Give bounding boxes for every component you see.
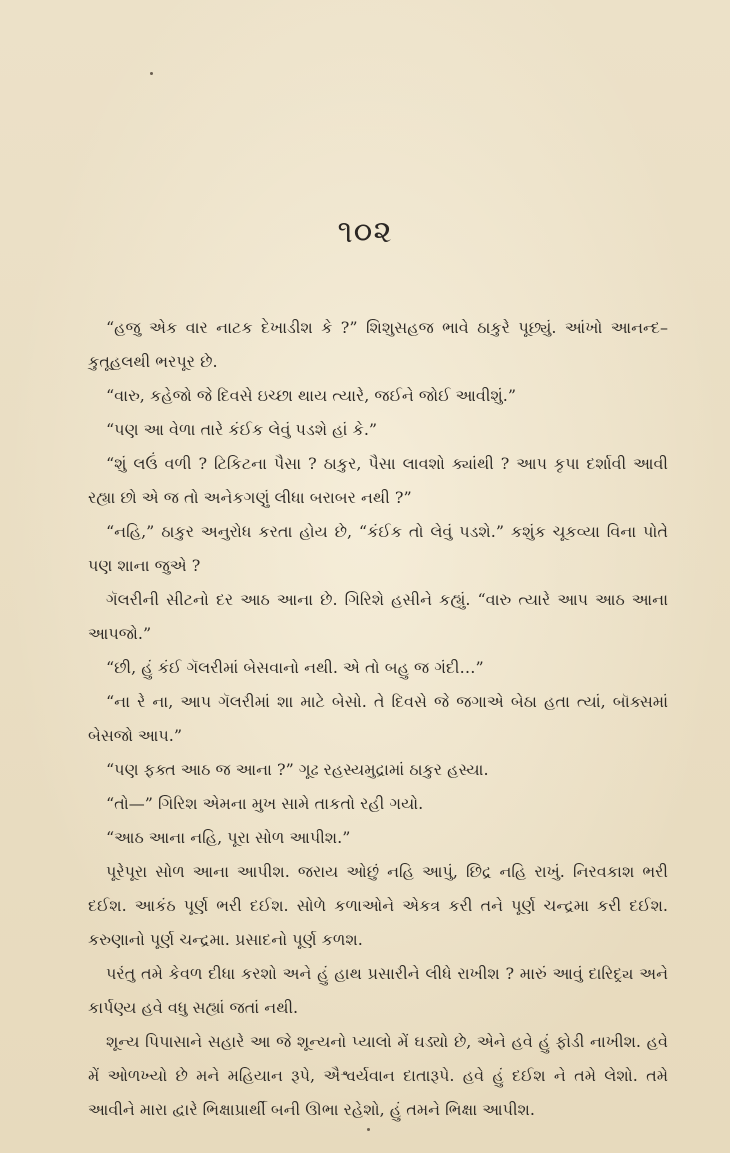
paragraph: પૂરેપૂરા સોળ આના આપીશ. જરાય ઓછું નહિ આપું, છિદ્ર નહિ રાખું. નિરવકાશ ભરી દઈશ. આકંઠ પૂર્ણ ભરી દઈશ. સોળે કળાઓને એકત્ર કરી તને પૂર્ણ ચન્દ્રમા કરી દઈશ. કરુણાનો પૂર્ણ ચન્દ્રમા. પ્રસાદનો પૂર્ણ કળશ. bbox=[88, 862, 668, 949]
paper-speck bbox=[150, 72, 153, 75]
paragraph: “છી, હું કંઈ ગૅલરીમાં બેસવાનો નથી. એ તો બહુ જ ગંદી…” bbox=[106, 658, 484, 677]
paragraph: “પણ ફક્ત આઠ જ આના ?” ગૂઢ રહસ્યમુદ્રામાં ઠાકુર હસ્યા. bbox=[106, 760, 489, 779]
paragraph: “ના રે ના, આપ ગૅલરીમાં શા માટે બેસો. તે દિવસે જે જગાએ બેઠા હતા ત્યાં, બૉક્સમાં બેસજો આપ.” bbox=[88, 692, 668, 745]
paragraph: “વારુ, કહેજો જે દિવસે ઇચ્છા થાય ત્યારે, જઈને જોઈ આવીશું.” bbox=[106, 386, 516, 405]
page-number: ૧૦૨ bbox=[337, 214, 393, 250]
paragraph: “હજુ એક વાર નાટક દેખાડીશ કે ?” શિશુસહજ ભાવે ઠાકુરે પૂછ્યું. આંખો આનન્દ–કુતૂહલથી ભરપૂર છે. bbox=[88, 318, 668, 371]
paragraph: પરંતુ તમે કેવળ દીધા કરશો અને હું હાથ પ્રસારીને લીધે રાખીશ ? મારું આવું દારિદ્ર્ય અને કાર્પણ્ય હવે વધુ સહ્યાં જતાં નથી. bbox=[88, 964, 668, 1017]
paragraph: “આઠ આના નહિ, પૂરા સોળ આપીશ.” bbox=[106, 828, 351, 847]
paper-speck bbox=[367, 1128, 370, 1131]
paragraph: “તો—” ગિરિશ એમના મુખ સામે તાકતો રહી ગયો. bbox=[106, 794, 424, 813]
paragraph: “પણ આ વેળા તારે કંઈક લેવું પડશે હાં કે.” bbox=[106, 420, 378, 439]
paragraph: શૂન્ય પિપાસાને સહારે આ જે શૂન્યનો પ્યાલો મેં ઘડ્યો છે, એને હવે હું ફોડી નાખીશ. હવે મેં ઓળખ્યો છે મને મહિયાન રૂપે, ઐશ્વર્યવાન દાતારૂપે. હવે હું દઈશ ને તમે લેશો. તમે આવીને મારા દ્વારે ભિક્ષાપ્રાર્થી બની ઊભા રહેશો, હું તમને ભિક્ષા આપીશ. bbox=[88, 1032, 668, 1119]
paragraph: “નહિ,” ઠાકુર અનુરોધ કરતા હોય છે, “કંઈક તો લેવું પડશે.” કશુંક ચૂકવ્યા વિના પોતે પણ શાના જુએ ? bbox=[88, 522, 668, 575]
paragraph: ગૅલરીની સીટનો દર આઠ આના છે. ગિરિશે હસીને કહ્યું. “વારુ ત્યારે આપ આઠ આના આપજો.” bbox=[88, 590, 668, 643]
paragraph: “શું લઉં વળી ? ટિકિટના પૈસા ? ઠાકુર, પૈસા લાવશો ક્યાંથી ? આપ કૃપા દર્શાવી આવી રહ્યા છો એ જ તો અનેકગણું લીધા બરાબર નથી ?” bbox=[88, 454, 668, 507]
body-text bbox=[88, 311, 668, 1127]
